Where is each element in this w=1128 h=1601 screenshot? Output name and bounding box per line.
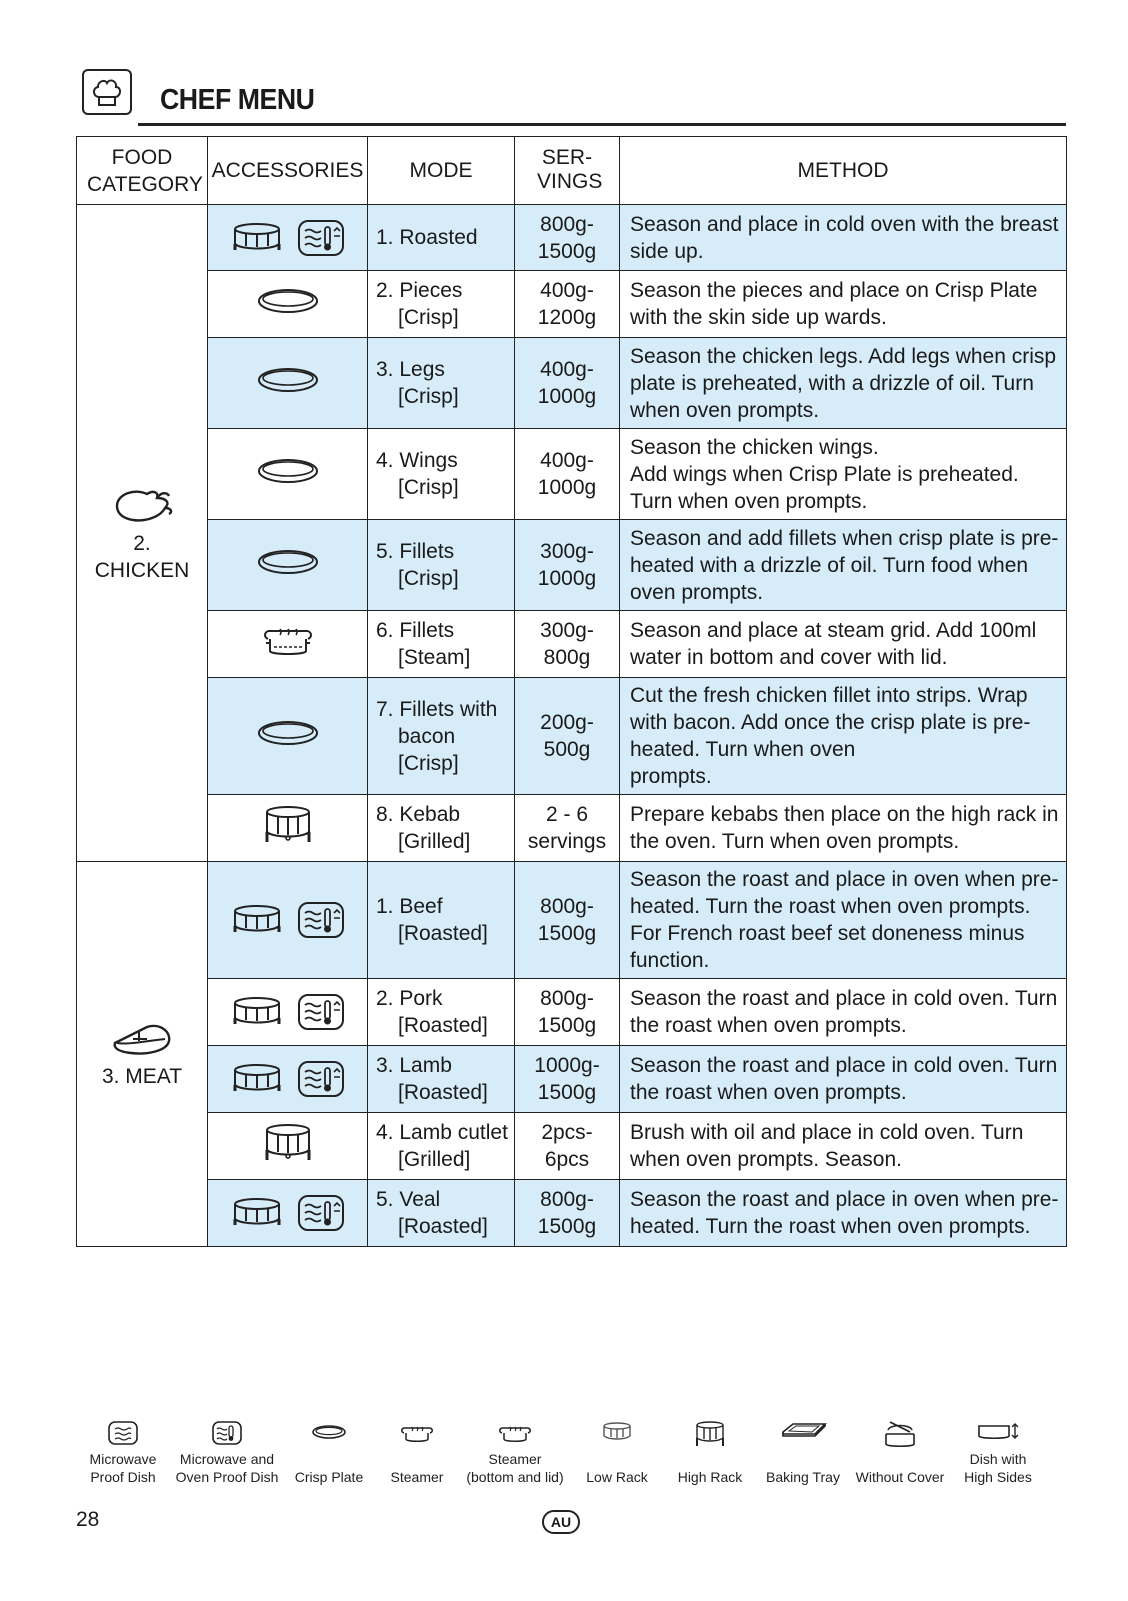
table-row: [77, 1046, 1067, 1113]
microwave-oven-proof-dish-icon: [297, 1194, 345, 1232]
legend-label: Microwave Proof Dish: [89, 1451, 157, 1485]
low-rack-icon: [231, 1195, 283, 1231]
accessories-cell: [208, 1046, 368, 1113]
high-rack-icon: [263, 1146, 313, 1169]
title-divider: [138, 123, 1066, 126]
servings-cell: 300g- 800g: [515, 611, 620, 678]
servings-cell: 400g- 1000g: [515, 338, 620, 429]
legend-label: Low Rack: [586, 1469, 648, 1485]
header-accessories: ACCESSORIES: [208, 137, 368, 205]
mode-cell: 1. Roasted: [368, 205, 515, 271]
servings-cell: 2 - 6 servings: [515, 795, 620, 862]
method-cell: Season the roast and place in oven when pre-heated. Turn the roast when oven prompts.: [620, 1180, 1067, 1247]
category-chicken: [77, 205, 208, 862]
accessories-cell: [208, 1180, 368, 1247]
legend-label: Without Cover: [855, 1469, 945, 1485]
low-rack-icon: [231, 220, 283, 256]
servings-cell: 800g- 1500g: [515, 862, 620, 979]
low-rack-icon: [231, 1061, 283, 1097]
table-row: [77, 271, 1067, 338]
page-title: CHEF MENU: [160, 84, 315, 116]
microwave-oven-proof-dish-icon: [297, 219, 345, 257]
crisp-plate-icon: [256, 468, 320, 491]
mode-cell: 8. Kebab [Grilled]: [368, 795, 515, 862]
legend-label: Crisp Plate: [294, 1469, 364, 1485]
crisp-plate-icon: [256, 377, 320, 400]
category-meat-label: 3. MEAT: [101, 1064, 183, 1088]
mode-cell: 5. Fillets [Crisp]: [368, 520, 515, 611]
method-cell: Brush with oil and place in cold oven. Turn when oven prompts. Season.: [620, 1113, 1067, 1180]
chef-hat-icon: [82, 69, 132, 115]
header-method: METHOD: [620, 137, 1067, 205]
low-rack-icon: [231, 902, 283, 938]
method-cell: Season the roast and place in cold oven. Turn the roast when oven prompts.: [620, 979, 1067, 1046]
table-row: [77, 338, 1067, 429]
header-mode: MODE: [368, 137, 515, 205]
servings-cell: 400g- 1200g: [515, 271, 620, 338]
category-chicken-number: 2.: [133, 532, 151, 555]
method-cell: Season the chicken wings. Add wings when Crisp Plate is preheated. Turn when oven prompts.: [620, 429, 1067, 520]
table-row: [77, 205, 1067, 271]
chef-menu-table: [76, 136, 1067, 1247]
mode-cell: 4. Lamb cutlet [Grilled]: [368, 1113, 515, 1180]
chicken-icon: [107, 482, 177, 526]
mode-cell: 6. Fillets [Steam]: [368, 611, 515, 678]
low-rack-icon: [231, 994, 283, 1030]
table-row: [77, 862, 1067, 979]
microwave-proof-dish-icon: [63, 1420, 183, 1450]
accessories-cell: [208, 795, 368, 862]
accessories-cell: [208, 205, 368, 271]
servings-cell: 1000g- 1500g: [515, 1046, 620, 1113]
crisp-plate-icon: [256, 559, 320, 582]
accessories-cell: [208, 271, 368, 338]
mode-cell: 3. Legs [Crisp]: [368, 338, 515, 429]
method-cell: Season and place in cold oven with the breast side up.: [620, 205, 1067, 271]
mode-cell: 2. Pieces [Crisp]: [368, 271, 515, 338]
crisp-plate-icon: [256, 298, 320, 321]
method-cell: Season the roast and place in oven when pre-heated. Turn the roast when oven prompts. For French roast beef set doneness minus function.: [620, 862, 1067, 979]
method-cell: Prepare kebabs then place on the high rack in the oven. Turn when oven prompts.: [620, 795, 1067, 862]
header-servings: SER- VINGS: [515, 137, 620, 205]
servings-cell: 2pcs- 6pcs: [515, 1113, 620, 1180]
table-row: [77, 678, 1067, 795]
accessories-cell: [208, 1113, 368, 1180]
accessories-cell: [208, 678, 368, 795]
servings-cell: 800g- 1500g: [515, 205, 620, 271]
category-chicken-label: CHICKEN: [94, 559, 190, 582]
table-row: [77, 520, 1067, 611]
legend-label: Baking Tray: [766, 1469, 840, 1485]
accessories-cell: [208, 520, 368, 611]
table-row: [77, 429, 1067, 520]
steamer-bottom-and-lid-icon: [262, 643, 314, 666]
mode-cell: 1. Beef [Roasted]: [368, 862, 515, 979]
high-rack-icon: [263, 828, 313, 851]
accessories-cell: [208, 611, 368, 678]
servings-cell: 800g- 1500g: [515, 1180, 620, 1247]
table-row: [77, 979, 1067, 1046]
mode-cell: 4. Wings [Crisp]: [368, 429, 515, 520]
crisp-plate-icon: [256, 730, 320, 753]
method-cell: Season and place at steam grid. Add 100ml water in bottom and cover with lid.: [620, 611, 1067, 678]
mode-cell: 5. Veal [Roasted]: [368, 1180, 515, 1247]
accessories-cell: [208, 338, 368, 429]
legend-label: Steamer (bottom and lid): [466, 1451, 564, 1485]
table-row: [77, 611, 1067, 678]
method-cell: Season the pieces and place on Crisp Plate with the skin side up wards.: [620, 271, 1067, 338]
mode-cell: 2. Pork [Roasted]: [368, 979, 515, 1046]
method-cell: Cut the fresh chicken fillet into strips. Wrap with bacon. Add once the crisp plate is pre-heated. Turn when oven prompts.: [620, 678, 1067, 795]
table-row: [77, 1180, 1067, 1247]
method-cell: Season the chicken legs. Add legs when crisp plate is preheated, with a drizzle of oil. Turn when oven prompts.: [620, 338, 1067, 429]
page-number: 28: [76, 1508, 100, 1531]
microwave-oven-proof-dish-icon: [297, 993, 345, 1031]
header-food-category: FOOD CATEGORY: [77, 137, 208, 205]
servings-cell: 300g- 1000g: [515, 520, 620, 611]
microwave-oven-proof-dish-icon: [297, 1060, 345, 1098]
method-cell: Season and add fillets when crisp plate is pre-heated with a drizzle of oil. Turn food when oven prompts.: [620, 520, 1067, 611]
region-badge: AU: [542, 1510, 580, 1534]
accessories-cell: [208, 429, 368, 520]
category-meat: [77, 862, 208, 1247]
legend-item: [63, 1420, 183, 1486]
legend-label: Steamer: [390, 1469, 444, 1485]
servings-cell: 400g- 1000g: [515, 429, 620, 520]
table-row: [77, 1113, 1067, 1180]
dish-with-high-sides-icon: [938, 1420, 1058, 1450]
accessories-cell: [208, 979, 368, 1046]
mode-cell: 3. Lamb [Roasted]: [368, 1046, 515, 1113]
legend-label: Microwave and Oven Proof Dish: [175, 1451, 279, 1485]
servings-cell: 200g- 500g: [515, 678, 620, 795]
microwave-oven-proof-dish-icon: [297, 901, 345, 939]
table-row: [77, 795, 1067, 862]
accessories-cell: [208, 862, 368, 979]
legend-item: [938, 1420, 1058, 1486]
mode-cell: 7. Fillets with bacon [Crisp]: [368, 678, 515, 795]
legend-label: High Rack: [677, 1469, 743, 1485]
accessory-legend: [80, 1420, 1070, 1490]
legend-label: Dish with High Sides: [964, 1451, 1032, 1485]
table-header-row: [77, 137, 1067, 205]
servings-cell: 800g- 1500g: [515, 979, 620, 1046]
method-cell: Season the roast and place in cold oven. Turn the roast when oven prompts.: [620, 1046, 1067, 1113]
steak-icon: [107, 1019, 177, 1059]
